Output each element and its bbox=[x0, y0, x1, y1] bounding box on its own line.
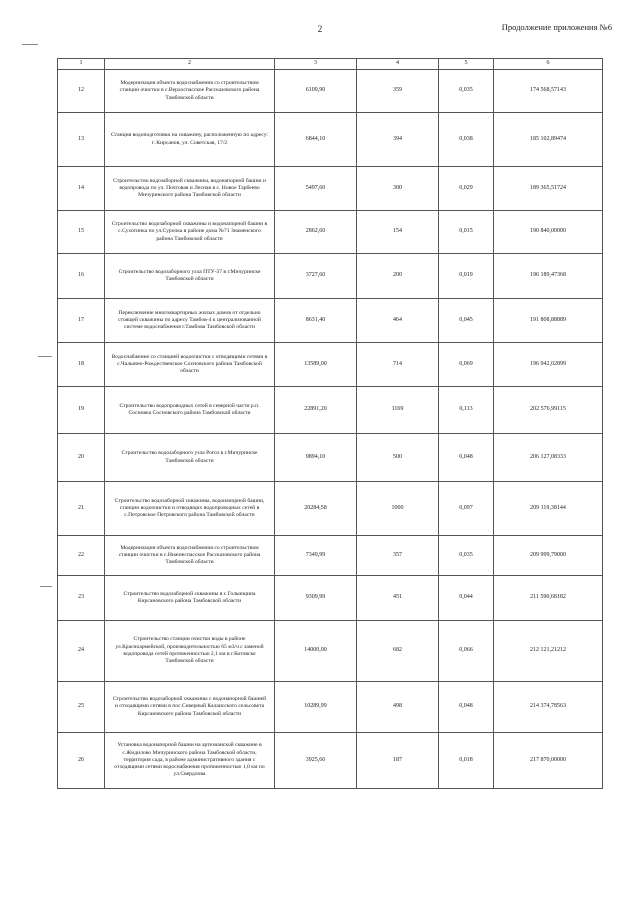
column-header: 4 bbox=[357, 59, 439, 70]
project-description: Строительство станции очистки воды в районе ул.Красноармейской, производительностью 65 м3/ч с заменой водопровода сетей протяженностью 2,1 км в г.Котовске Тамбовской области bbox=[105, 621, 275, 682]
row-number: 25 bbox=[58, 682, 105, 733]
unit-cost-value: 196 189,47368 bbox=[494, 254, 603, 299]
cost-value: 7349,99 bbox=[275, 536, 357, 576]
row-number: 21 bbox=[58, 482, 105, 536]
coefficient-value: 0,044 bbox=[439, 576, 494, 621]
coefficient-value: 0,048 bbox=[439, 682, 494, 733]
table-row bbox=[58, 387, 603, 434]
quantity-value: 500 bbox=[357, 434, 439, 482]
quantity-value: 498 bbox=[357, 682, 439, 733]
project-description: Строительство водозаборной скважины, водонапорной башни и водопровода по ул. Почтовая и Лесная в с. Новое Тарбеево Мичуринского района Тамбовской области bbox=[105, 167, 275, 211]
quantity-value: 451 bbox=[357, 576, 439, 621]
unit-cost-value: 196 942,02899 bbox=[494, 343, 603, 387]
coefficient-value: 0,038 bbox=[439, 113, 494, 167]
table-row bbox=[58, 167, 603, 211]
table-row bbox=[58, 682, 603, 733]
margin-mark bbox=[38, 356, 52, 357]
cost-value: 22891,20 bbox=[275, 387, 357, 434]
unit-cost-value: 214 374,78563 bbox=[494, 682, 603, 733]
page-number: 2 bbox=[317, 24, 323, 34]
cost-value: 2862,60 bbox=[275, 211, 357, 254]
table-body bbox=[58, 70, 603, 789]
project-description: Строительство водозаборной скважины с водонапорной башней и отходящими сетями в пос.Северный Калаисского сельсовета Кирсановского района Тамбовской области bbox=[105, 682, 275, 733]
project-description: Строительство водозаборного узла ПТУ-37 в г.Мичуринске Тамбовской области bbox=[105, 254, 275, 299]
coefficient-value: 0,097 bbox=[439, 482, 494, 536]
coefficient-value: 0,019 bbox=[439, 254, 494, 299]
project-description: Строительство водозаборной скважины и водонапорной башни в с.Сухотинка по ул.Сурочка в районе дома №71 Знаменского района Тамбовской области bbox=[105, 211, 275, 254]
unit-cost-value: 212 121,21212 bbox=[494, 621, 603, 682]
table-row bbox=[58, 299, 603, 343]
table-row bbox=[58, 482, 603, 536]
cost-value: 9894,10 bbox=[275, 434, 357, 482]
project-description: Водоснабжение со станцией водоочистки с отводящими сетями в с.Чалынно-Рождественское Сосновского района Тамбовской области bbox=[105, 343, 275, 387]
row-number: 26 bbox=[58, 733, 105, 789]
row-number: 22 bbox=[58, 536, 105, 576]
project-description: Модернизация объекта водоснабжения со строительством станции очистки в с.Верхоспасское Рассказовского района Тамбовской области bbox=[105, 70, 275, 113]
quantity-value: 200 bbox=[357, 254, 439, 299]
row-number: 13 bbox=[58, 113, 105, 167]
table-row bbox=[58, 576, 603, 621]
column-header: 2 bbox=[105, 59, 275, 70]
table-row bbox=[58, 343, 603, 387]
table-row bbox=[58, 113, 603, 167]
column-header: 1 bbox=[58, 59, 105, 70]
unit-cost-value: 209 999,79000 bbox=[494, 536, 603, 576]
quantity-value: 187 bbox=[357, 733, 439, 789]
unit-cost-value: 211 590,68182 bbox=[494, 576, 603, 621]
quantity-value: 714 bbox=[357, 343, 439, 387]
row-number: 17 bbox=[58, 299, 105, 343]
column-header: 5 bbox=[439, 59, 494, 70]
column-header: 3 bbox=[275, 59, 357, 70]
coefficient-value: 0,018 bbox=[439, 733, 494, 789]
unit-cost-value: 217 870,00000 bbox=[494, 733, 603, 789]
unit-cost-value: 189 365,51724 bbox=[494, 167, 603, 211]
cost-value: 10289,99 bbox=[275, 682, 357, 733]
coefficient-value: 0,035 bbox=[439, 536, 494, 576]
cost-value: 14000,00 bbox=[275, 621, 357, 682]
table-row bbox=[58, 536, 603, 576]
table-row bbox=[58, 621, 603, 682]
project-description: Строительство водозаборной скважины в с.Голынщина Кирсановского района Тамбовской области bbox=[105, 576, 275, 621]
coefficient-value: 0,066 bbox=[439, 621, 494, 682]
header-row bbox=[58, 59, 603, 70]
quantity-value: 394 bbox=[357, 113, 439, 167]
margin-mark bbox=[40, 586, 52, 587]
project-description: Строительство водозаборного узла Рогоз в г.Мичуринске Тамбовской области bbox=[105, 434, 275, 482]
coefficient-value: 0,069 bbox=[439, 343, 494, 387]
coefficient-value: 0,048 bbox=[439, 434, 494, 482]
project-description: Строительство водозаборной скважины, водонапорной башни, станции водоочистки и отводящих водопроводных сетей в с.Петровское Петровского района Тамбовской области bbox=[105, 482, 275, 536]
quantity-value: 357 bbox=[357, 536, 439, 576]
quantity-value: 300 bbox=[357, 167, 439, 211]
row-number: 23 bbox=[58, 576, 105, 621]
column-header: 6 bbox=[494, 59, 603, 70]
cost-value: 6109,90 bbox=[275, 70, 357, 113]
margin-mark bbox=[22, 44, 38, 45]
quantity-value: 1000 bbox=[357, 482, 439, 536]
row-number: 20 bbox=[58, 434, 105, 482]
row-number: 24 bbox=[58, 621, 105, 682]
unit-cost-value: 191 808,88889 bbox=[494, 299, 603, 343]
cost-value: 5497,60 bbox=[275, 167, 357, 211]
quantity-value: 359 bbox=[357, 70, 439, 113]
unit-cost-value: 185 102,89474 bbox=[494, 113, 603, 167]
coefficient-value: 0,113 bbox=[439, 387, 494, 434]
row-number: 12 bbox=[58, 70, 105, 113]
table-row bbox=[58, 254, 603, 299]
quantity-value: 682 bbox=[357, 621, 439, 682]
table-row bbox=[58, 733, 603, 789]
project-description: Переключение многоквартирных жилых домов от отдельно стоящей скважины по адресу Тамбов-4 к централизованной системе водоснабжения г.Тамбова Тамбовской области bbox=[105, 299, 275, 343]
cost-value: 3925,66 bbox=[275, 733, 357, 789]
quantity-value: 464 bbox=[357, 299, 439, 343]
cost-value: 6844,10 bbox=[275, 113, 357, 167]
unit-cost-value: 190 840,00000 bbox=[494, 211, 603, 254]
quantity-value: 154 bbox=[357, 211, 439, 254]
row-number: 16 bbox=[58, 254, 105, 299]
cost-value: 9309,99 bbox=[275, 576, 357, 621]
cost-value: 20284,58 bbox=[275, 482, 357, 536]
unit-cost-value: 209 119,38144 bbox=[494, 482, 603, 536]
appendix-label: Продолжение приложения №6 bbox=[501, 22, 612, 32]
row-number: 19 bbox=[58, 387, 105, 434]
project-description: Станция водоподготовки на скважину, расположенную по адресу: г. Кирсанов, ул. Советская, 17/2 bbox=[105, 113, 275, 167]
unit-cost-value: 202 576,99115 bbox=[494, 387, 603, 434]
unit-cost-value: 206 127,08333 bbox=[494, 434, 603, 482]
project-description: Модернизация объекта водоснабжения со строительством станции очистки в с.Нижнеспасское Рассказовского района Тамбовской области bbox=[105, 536, 275, 576]
project-description: Строительство водопроводных сетей в северной части р.п. Сосновка Сосновского района Тамбовской области bbox=[105, 387, 275, 434]
project-description: Установка водонапорной башни на артезианской скважине в с.Жидилово Мичуринского района Тамбовской области, территория сада, в районе административного здания с отходящими сетями водоснабжения протяженностью 1,0 км по ул.Свердлова bbox=[105, 733, 275, 789]
table-row bbox=[58, 211, 603, 254]
table-row bbox=[58, 434, 603, 482]
data-table bbox=[57, 58, 603, 789]
row-number: 14 bbox=[58, 167, 105, 211]
row-number: 18 bbox=[58, 343, 105, 387]
coefficient-value: 0,045 bbox=[439, 299, 494, 343]
coefficient-value: 0,015 bbox=[439, 211, 494, 254]
cost-value: 3727,60 bbox=[275, 254, 357, 299]
table-row bbox=[58, 70, 603, 113]
coefficient-value: 0,035 bbox=[439, 70, 494, 113]
row-number: 15 bbox=[58, 211, 105, 254]
quantity-value: 1169 bbox=[357, 387, 439, 434]
cost-value: 13589,00 bbox=[275, 343, 357, 387]
unit-cost-value: 174 568,57143 bbox=[494, 70, 603, 113]
coefficient-value: 0,029 bbox=[439, 167, 494, 211]
cost-value: 8631,40 bbox=[275, 299, 357, 343]
